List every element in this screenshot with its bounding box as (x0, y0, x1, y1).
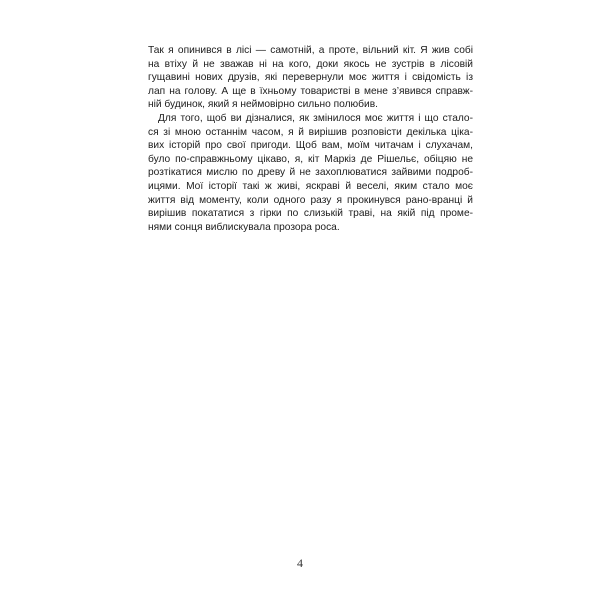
text-line: Так я опинився в лісі — самотній, а проте, вільний кіт. Я жив собі (148, 45, 473, 56)
text-line: лап на голову. А ще в їхньому товаристві в мене з’явився справж- (148, 85, 473, 97)
text-line: Для того, щоб ви дізналися, як змінилося моє життя і що стало- (158, 112, 473, 124)
text-line: гущавині нових друзів, які перевернули моє життя і свідомість із (148, 72, 473, 84)
text-line: нями сонця виблискувала прозора роса. (148, 221, 340, 233)
paragraph-2 (148, 112, 473, 234)
text-line: ицями. Мої історії такі ж живі, яскраві й веселі, яким стало моє (148, 180, 473, 192)
text-line: вирішив покататися з гірки по слизькій траві, на якій під проме- (148, 208, 473, 220)
text-line: на втіху й не зважав ні на кого, доки якось не зустрів в лісовій (148, 58, 473, 70)
text-line: ся зі мною останнім часом, я й вирішив розповісти декілька ціка- (148, 126, 473, 138)
text-line: ній будинок, який я неймовірно сильно полюбив. (148, 99, 378, 111)
body-text (148, 44, 473, 234)
text-line: розтікатися мислю по древу й не захоплюватися зайвими подроб- (148, 167, 473, 179)
text-line: було по-справжньому цікаво, я, кіт Маркіз де Рішельє, обіцяю не (148, 153, 473, 165)
page-number: 4 (297, 556, 303, 570)
text-line: життя від моменту, коли одного разу я прокинувся рано-вранці й (148, 194, 473, 206)
paragraph-1 (148, 44, 473, 112)
text-line: вих історій про свої пригоди. Щоб вам, моїм читачам і слухачам, (148, 140, 473, 152)
